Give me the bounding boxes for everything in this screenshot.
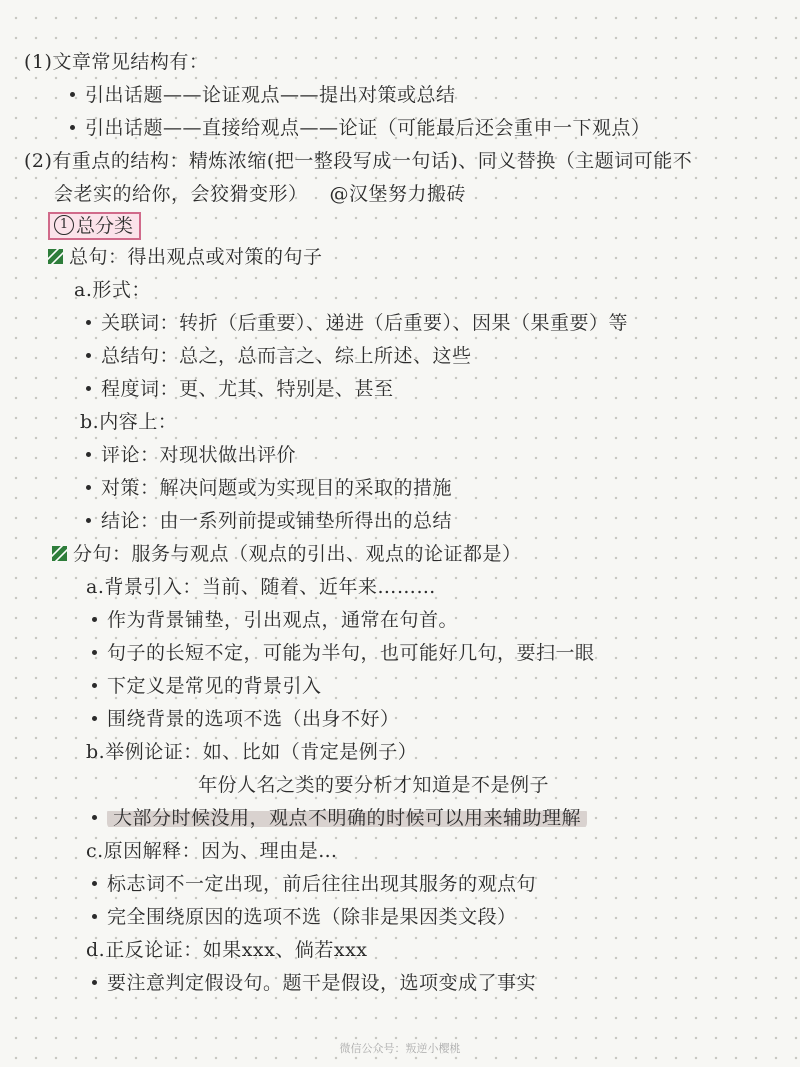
author-signature: @汉堡努力搬砖	[329, 183, 467, 205]
item-text: 程度词：更、尤其、特别是、甚至	[101, 378, 394, 400]
list-item-highlighted	[92, 806, 587, 830]
bullet-icon	[86, 386, 91, 391]
checkbox-icon	[48, 249, 63, 264]
watermark: 微信公众号：叛逆小樱桃	[339, 1042, 461, 1055]
list-item	[92, 971, 536, 995]
bullet-icon	[86, 518, 91, 523]
bullet-icon	[92, 914, 97, 919]
item-text: 关联词：转折（后重要）、递进（后重要）、因果（果重要）等	[101, 312, 629, 334]
item-text: 总结句：总之，总而言之、综上所述、这些	[101, 345, 472, 367]
item-text: 句子的长短不定，可能为半句，也可能好几句，要扫一眼	[107, 642, 595, 664]
list-item	[86, 443, 296, 467]
bullet-icon	[86, 452, 91, 457]
item-text: 会老实的给你，会狡猾变形）	[54, 183, 308, 205]
item-text: 分句：服务与观点（观点的引出、观点的论证都是）	[73, 543, 522, 565]
continuation-line	[54, 182, 466, 206]
bullet-icon	[92, 815, 97, 820]
item-text: 引出话题——直接给观点——论证（可能最后还会重申一下观点）	[85, 117, 651, 139]
item-text: 下定义是常见的背景引入	[107, 675, 322, 697]
list-item	[92, 707, 400, 731]
list-item	[92, 674, 322, 698]
item-text: 完全围绕原因的选项不选（除非是果因类文段）	[107, 906, 517, 928]
sub-label: b.举例论证：如、比如（肯定是例子）	[86, 741, 418, 763]
list-item	[86, 344, 472, 368]
item-text: 作为背景铺垫，引出观点，通常在句首。	[107, 609, 459, 631]
list-item	[92, 872, 536, 896]
bullet-icon	[92, 650, 97, 655]
list-item	[86, 311, 628, 335]
sub-label: d.正反论证：如果xxx、倘若xxx	[86, 939, 368, 961]
section-number: 1	[54, 215, 74, 235]
item-text: 结论：由一系列前提或铺垫所得出的总结	[101, 510, 453, 532]
list-item	[86, 476, 452, 500]
bullet-icon	[92, 683, 97, 688]
list-item	[92, 905, 517, 929]
section-title: 总分类	[76, 215, 134, 237]
list-item	[70, 116, 651, 140]
sub-label: b.内容上：	[80, 411, 178, 433]
bullet-icon	[86, 353, 91, 358]
note-line: 年份人名之类的要分析才知道是不是例子	[198, 774, 550, 796]
bullet-icon	[86, 485, 91, 490]
bullet-icon	[70, 125, 75, 130]
heading-structure: (1)文章常见结构有：	[24, 51, 209, 73]
sub-label: a.背景引入：当前、随着、近年来………	[86, 576, 436, 598]
item-text: 评论：对现状做出评价	[101, 444, 297, 466]
list-item	[70, 83, 456, 107]
bullet-icon	[92, 716, 97, 721]
item-text: 标志词不一定出现，前后往往出现其服务的观点句	[107, 873, 537, 895]
bullet-icon	[92, 881, 97, 886]
sub-label: a.形式：	[74, 279, 151, 301]
section-title-box	[48, 212, 141, 240]
subheading-total-sentence	[48, 245, 323, 269]
item-text: 总句：得出观点或对策的句子	[69, 246, 323, 268]
checkbox-icon	[52, 546, 67, 561]
list-item	[92, 641, 595, 665]
list-item	[86, 377, 394, 401]
sub-label: c.原因解释：因为、理由是…	[86, 840, 338, 862]
subheading-sub-sentence	[52, 542, 522, 566]
item-text: 要注意判定假设句。题干是假设，选项变成了事实	[107, 972, 537, 994]
bullet-icon	[86, 320, 91, 325]
item-text: 引出话题——论证观点——提出对策或总结	[85, 84, 456, 106]
item-text: 围绕背景的选项不选（出身不好）	[107, 708, 400, 730]
bullet-icon	[92, 980, 97, 985]
bullet-icon	[92, 617, 97, 622]
highlighted-text: 大部分时候没用，观点不明确的时候可以用来辅助理解	[107, 807, 587, 829]
item-text: 对策：解决问题或为实现目的采取的措施	[101, 477, 453, 499]
list-item	[86, 509, 452, 533]
heading-key-structure: (2)有重点的结构：精炼浓缩(把一整段写成一句话)、同义替换（主题词可能不	[24, 150, 693, 172]
list-item	[92, 608, 458, 632]
bullet-icon	[70, 92, 75, 97]
